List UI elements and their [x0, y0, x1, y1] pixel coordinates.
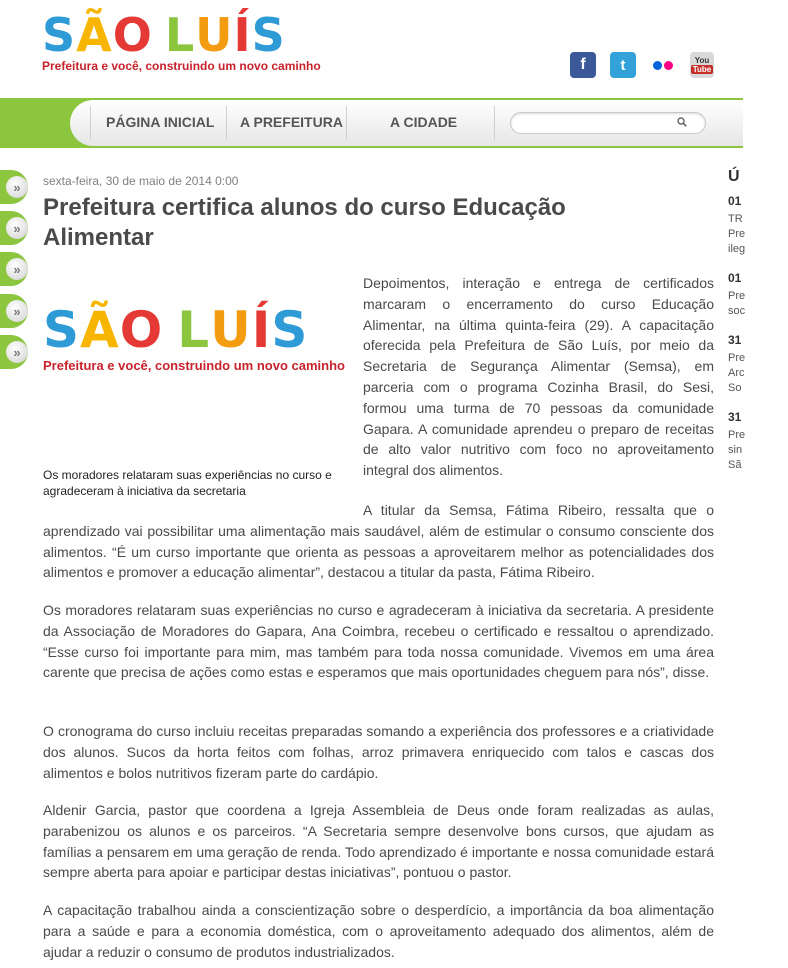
logo-letter: L	[164, 8, 196, 62]
sidebar-item[interactable]	[728, 271, 788, 319]
sidebar-item-text: Sã	[728, 459, 742, 471]
nav-divider	[494, 106, 495, 140]
sidebar-heading: Ú	[728, 168, 740, 185]
nav-divider	[226, 106, 227, 140]
side-tab[interactable]	[0, 170, 28, 204]
sidebar-item-text: Arc	[728, 367, 745, 379]
site-logo[interactable]	[42, 8, 321, 73]
sidebar-item-date: 01	[728, 194, 742, 208]
sidebar-item[interactable]	[728, 333, 788, 396]
image-logo-subtitle: Prefeitura e você, construindo um novo caminho	[43, 358, 345, 373]
double-chevron-right-icon: »	[6, 258, 28, 280]
facebook-icon[interactable]	[570, 52, 596, 78]
double-chevron-right-icon: »	[6, 176, 28, 198]
article-paragraph: Aldenir Garcia, pastor que coordena a Igreja Assembleia de Deus onde foram realizadas as aulas, parabenizou os alunos e os parceiros. “A Secretaria sempre desenvolve bons cursos, que ajudam as famílias a pensarem em uma geração de renda. Todo aprendizado é importante e nossa comunidade estará sempre aberta para apoiar e participar destas iniciativas”, pontuou o pastor.	[43, 802, 714, 881]
logo-subtitle: Prefeitura e você, construindo um novo caminho	[42, 59, 321, 73]
youtube-top: You	[694, 56, 710, 65]
flickr-icon[interactable]	[650, 52, 676, 78]
side-tab[interactable]	[0, 335, 28, 369]
latest-news-sidebar	[728, 168, 788, 473]
twitter-icon[interactable]	[610, 52, 636, 78]
youtube-icon[interactable]	[690, 52, 714, 78]
search-input[interactable]	[510, 112, 706, 134]
sidebar-item-text: So	[728, 382, 742, 394]
nav-item-a-cidade[interactable]: A CIDADE	[390, 114, 458, 130]
double-chevron-right-icon: »	[6, 300, 28, 322]
logo-letter: L	[177, 301, 211, 359]
logo-letter: S	[42, 8, 77, 62]
logo-title	[42, 8, 321, 62]
sidebar-item-date: 31	[728, 410, 742, 424]
logo-letter: S	[271, 301, 309, 359]
article-image	[43, 300, 343, 373]
nav-divider	[346, 106, 347, 140]
side-tab[interactable]	[0, 252, 28, 286]
social-links	[570, 52, 714, 78]
nav-item-a-prefeitura[interactable]: A PREFEITURA	[240, 114, 343, 130]
nav-divider	[90, 106, 91, 140]
logo-letter: Í	[233, 8, 252, 62]
sidebar-item-text: sin	[728, 444, 743, 456]
article-paragraph: O cronograma do curso incluiu receitas preparadas somando a experiência dos professores e a criatividade dos alunos. Sucos da horta feitos com folhas, arroz primavera enriquecido com talos e cascas dos alimentos e bolos nutritivos fizeram parte do cardápio.	[43, 723, 714, 781]
image-logo-title	[43, 300, 343, 360]
youtube-bottom: Tube	[692, 65, 712, 74]
sidebar-item-text: Pre	[728, 429, 746, 441]
sidebar-item[interactable]	[728, 194, 788, 257]
logo-letter: U	[195, 8, 234, 62]
article-paragraph: Depoimentos, interação e entrega de certificados marcaram o encerramento do curso Educação Alimentar, na última quinta-feira (29). A capacitação oferecida pela Prefeitura de São Luís, por meio da Secretaria de Segurança Alimentar (Semsa), em parceria com o programa Cozinha Brasil, do Sesi, formou uma turma de 70 pessoas da comunidade Gapara. A comunidade aprendeu o preparo de receitas de alto valor nutritivo com foco no aproveitamento integral dos alimentos.	[363, 275, 714, 479]
double-chevron-right-icon: »	[6, 341, 28, 363]
image-caption: Os moradores relataram suas experiências no curso e agradeceram à iniciativa da secretaria	[43, 468, 332, 498]
article-paragraph: Os moradores relataram suas experiências no curso e agradeceram à iniciativa da secretaria. A presidente da Associação de Moradores do Gapara, Ana Coimbra, recebeu o certificado e ressaltou o aprendizado. “Esse curso foi importante para mim, mas também para toda nossa comunidade. Vivemos em uma área carente que precisa de ações como estas e esperamos que mais oportunidades cheguem para nós”, disse.	[43, 602, 714, 681]
sidebar-item-text: ileg	[728, 243, 746, 255]
logo-letter: Ã	[76, 8, 113, 62]
sidebar-item-date: 31	[728, 333, 742, 347]
article-paragraph: A capacitação trabalhou ainda a conscientização sobre o desperdício, a importância da boa alimentação para a saúde e para a economia doméstica, com o aproveitamento adequado dos alimentos, além de ajudar a reduzir o consumo de produtos industrializados.	[43, 902, 714, 960]
sidebar-item-text: soc	[728, 305, 746, 317]
sidebar-item-text: Pre	[728, 352, 746, 364]
twitter-glyph: t	[620, 56, 626, 74]
logo-letter: S	[43, 301, 81, 359]
article-title: Prefeitura certifica alunos do curso Educação Alimentar	[43, 194, 566, 251]
sidebar-item-text: Pre	[728, 228, 746, 240]
double-chevron-right-icon: »	[6, 217, 28, 239]
sidebar-item-text: Pre	[728, 290, 746, 302]
logo-letter: Í	[251, 301, 272, 359]
nav-bar	[0, 98, 743, 148]
facebook-glyph: f	[580, 56, 586, 73]
sidebar-item[interactable]	[728, 410, 788, 473]
sidebar-item-date: 01	[728, 271, 742, 285]
search-icon[interactable]	[677, 117, 687, 127]
nav-menu	[70, 100, 743, 146]
sidebar-item-text: TR	[728, 213, 743, 225]
article-date: sexta-feira, 30 de maio de 2014 0:00	[43, 174, 239, 188]
article-paragraph: A titular da Semsa, Fátima Ribeiro, ressalta que o aprendizado vai possibilitar uma alimentação mais saudável, além de estimular o consumo consciente dos alimentos. “É um curso importante que orienta as pessoas a aproveitarem melhor as potencialidades dos alimentos e promover a educação alimentar”, destacou a titular da pasta, Fátima Ribeiro.	[43, 502, 714, 581]
side-tab[interactable]	[0, 294, 28, 328]
logo-letter: O	[119, 301, 164, 359]
logo-letter: Ã	[80, 301, 120, 359]
logo-letter: O	[112, 8, 153, 62]
side-tab[interactable]	[0, 211, 28, 245]
logo-letter: U	[210, 301, 252, 359]
site-header	[0, 0, 743, 98]
nav-item-pagina-inicial[interactable]: PÁGINA INICIAL	[106, 114, 215, 130]
logo-letter: S	[251, 8, 286, 62]
